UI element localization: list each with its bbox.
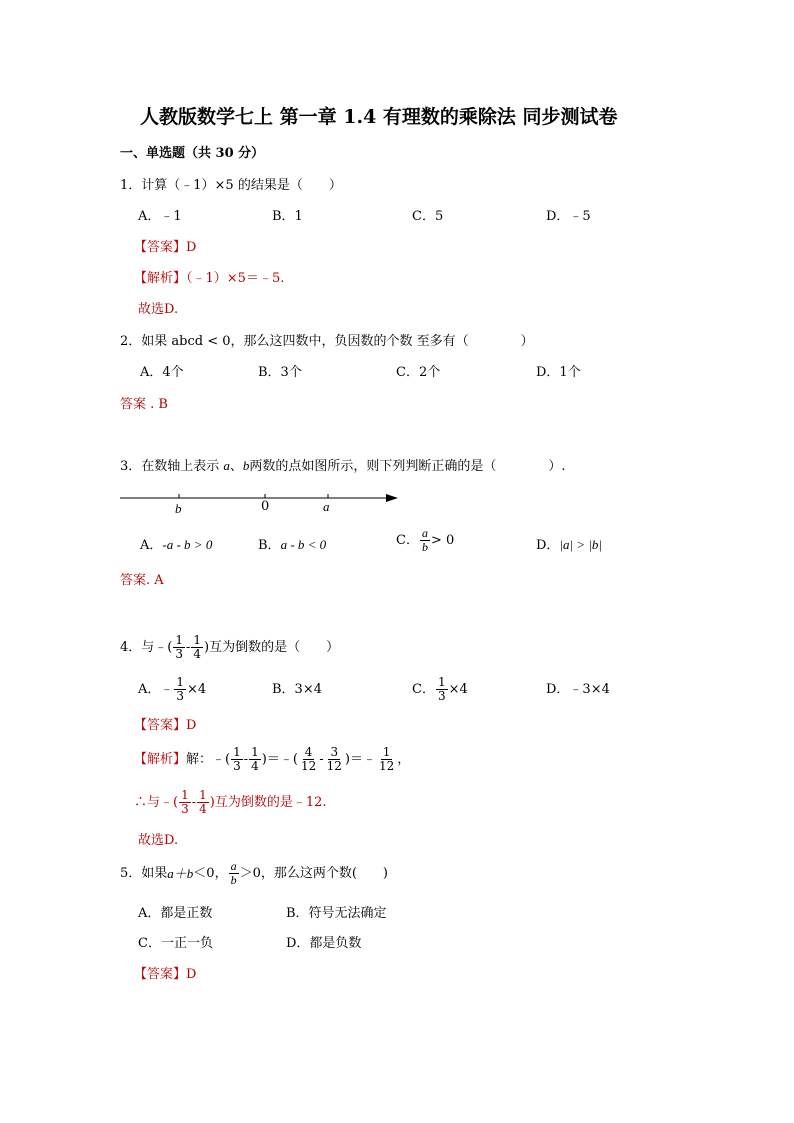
q5-option-b: B．符号无法确定 bbox=[286, 906, 387, 921]
fraction bbox=[229, 860, 239, 887]
denominator: b bbox=[421, 540, 428, 554]
stem-part: ＞0，那么这两个数( ) bbox=[239, 865, 388, 881]
option-label: C． bbox=[412, 681, 435, 697]
q1-option-a: A．﹣1 bbox=[138, 209, 182, 224]
q1-conclusion: 故选D. bbox=[138, 302, 179, 317]
option-expr: |a| > |b| bbox=[559, 537, 603, 552]
denominator: 4 bbox=[251, 759, 259, 773]
fraction bbox=[420, 527, 430, 554]
fraction bbox=[174, 676, 186, 703]
numerator: 1 bbox=[176, 675, 185, 689]
stem-sep: 、 bbox=[229, 459, 243, 474]
q1-option-c: C．5 bbox=[412, 209, 444, 224]
numerator: 1 bbox=[181, 788, 189, 802]
analysis-tag: 【解析】 bbox=[134, 751, 187, 767]
numerator: 4 bbox=[304, 745, 313, 759]
q2-option-b: B．3个 bbox=[258, 365, 302, 380]
fraction bbox=[179, 789, 191, 816]
question-3-stem bbox=[120, 457, 566, 476]
q1-option-b: B．1 bbox=[272, 209, 303, 224]
therefore-text: ∴与﹣( bbox=[134, 794, 179, 810]
denominator: 12 bbox=[378, 759, 395, 773]
q4-conclusion: 故选D. bbox=[138, 833, 179, 848]
answer-tag: 【答案】 bbox=[134, 240, 187, 255]
stem-part: 3．在数轴上表示 bbox=[120, 459, 224, 474]
q4-analysis: 【解析】 解：﹣( $\frac{1}{3}$ - $\frac{1}{4}$ )＝﹣( $\frac{4}{12}$ - $\frac{3}{12}$ )＝﹣ $\frac{1}{12}$ ， bbox=[134, 745, 411, 773]
stem-part: 5．如果 bbox=[120, 865, 168, 881]
numerator: 1 bbox=[382, 745, 391, 759]
section-heading: 一、单选题（共 30 分） bbox=[120, 146, 265, 161]
q4-option-b: B．3×4 bbox=[272, 682, 322, 697]
q2-option-c: C．2个 bbox=[396, 365, 441, 380]
q3-option-d bbox=[536, 536, 602, 555]
denominator: 12 bbox=[326, 759, 342, 773]
analysis-text: )＝﹣ bbox=[344, 751, 376, 767]
denominator: 4 bbox=[193, 647, 202, 661]
fraction bbox=[325, 746, 344, 773]
option-expr: a - b < 0 bbox=[280, 537, 327, 552]
var-a: a bbox=[223, 458, 230, 473]
question-4-stem: 4．与﹣( $\frac{1}{3}$ - $\frac{1}{4}$ )互为倒数的是（ ） bbox=[120, 633, 340, 661]
answer-value: D bbox=[186, 240, 197, 255]
numerator: 1 bbox=[193, 633, 202, 647]
q5-answer bbox=[134, 966, 196, 984]
question-1-stem: 1．计算（﹣1）×5 的结果是（ ） bbox=[120, 178, 342, 193]
axis-label-zero: 0 bbox=[261, 499, 270, 514]
q3-answer: 答案. A bbox=[120, 573, 164, 588]
fraction bbox=[377, 746, 396, 773]
arrow-icon bbox=[386, 494, 398, 502]
option-label: A．﹣ bbox=[138, 681, 174, 697]
numerator: 1 bbox=[199, 788, 207, 802]
q1-analysis bbox=[134, 270, 284, 288]
q4-answer bbox=[134, 717, 196, 735]
stem-part: )互为倒数的是（ ） bbox=[204, 639, 340, 655]
q4-option-c bbox=[412, 676, 468, 703]
option-label: A． bbox=[140, 538, 163, 553]
var-b: b bbox=[242, 458, 250, 473]
option-label: D． bbox=[536, 538, 560, 553]
q2-option-d: D．1个 bbox=[536, 365, 581, 380]
q2-answer: 答案 . B bbox=[120, 397, 168, 412]
fraction bbox=[173, 634, 185, 661]
option-label: B． bbox=[258, 538, 281, 553]
denominator: 3 bbox=[233, 759, 241, 773]
fraction bbox=[299, 746, 318, 773]
question-2-stem: 2．如果 abcd < 0，那么这四数中，负因数的个数 至多有（ ） bbox=[120, 334, 534, 349]
option-label: C． bbox=[396, 532, 419, 548]
numerator: a bbox=[230, 859, 237, 873]
q1-answer bbox=[134, 239, 196, 257]
option-expr: ×4 bbox=[448, 681, 468, 697]
numerator: 1 bbox=[233, 745, 241, 759]
option-expr: -a - b > 0 bbox=[162, 537, 213, 552]
numerator: 1 bbox=[175, 633, 183, 647]
answer-value: D bbox=[186, 967, 197, 982]
denominator: b bbox=[230, 873, 237, 887]
axis-label-b: b bbox=[175, 501, 182, 516]
stem-part: ＜0， bbox=[193, 865, 228, 881]
denominator: 4 bbox=[199, 802, 207, 816]
analysis-text: （﹣1）×5＝﹣5. bbox=[186, 271, 285, 286]
option-expr: ×4 bbox=[187, 681, 207, 697]
answer-value: D bbox=[186, 718, 197, 733]
denominator: 3 bbox=[437, 689, 446, 703]
denominator: 12 bbox=[300, 759, 317, 773]
answer-tag: 【答案】 bbox=[134, 967, 187, 982]
stem-part: 4．与﹣( bbox=[120, 639, 173, 655]
q4-option-d: D．﹣3×4 bbox=[546, 682, 610, 697]
denominator: 3 bbox=[176, 689, 185, 703]
q4-therefore: ∴与﹣( $\frac{1}{3}$ - $\frac{1}{4}$ )互为倒数的是﹣12. bbox=[134, 788, 327, 816]
q3-option-a bbox=[140, 536, 212, 555]
q2-option-a: A．4个 bbox=[140, 365, 184, 380]
numerator: 1 bbox=[251, 745, 259, 759]
axis-label-a: a bbox=[323, 499, 330, 514]
q1-option-d: D．﹣5 bbox=[546, 209, 591, 224]
fraction bbox=[436, 676, 448, 703]
q3-option-c bbox=[396, 527, 454, 554]
analysis-text: ， bbox=[397, 751, 411, 767]
therefore-text: )互为倒数的是﹣12. bbox=[209, 794, 327, 810]
answer-tag: 【答案】 bbox=[134, 718, 187, 733]
q5-option-a: A．都是正数 bbox=[138, 906, 213, 921]
option-expr: > 0 bbox=[430, 532, 455, 548]
denominator: 3 bbox=[175, 647, 183, 661]
fraction bbox=[197, 789, 209, 816]
stem-expr: a＋b bbox=[167, 865, 194, 881]
numerator: a bbox=[421, 526, 428, 540]
q5-option-c: C．一正一负 bbox=[138, 936, 213, 951]
fraction bbox=[249, 746, 261, 773]
numerator: 1 bbox=[437, 675, 446, 689]
stem-part: 两数的点如图所示，则下列判断正确的是（ ）. bbox=[249, 459, 566, 474]
analysis-text: )＝﹣( bbox=[261, 751, 298, 767]
analysis-text: 解：﹣( bbox=[186, 751, 231, 767]
q5-option-d: D．都是负数 bbox=[286, 936, 362, 951]
question-5-stem bbox=[120, 860, 388, 887]
q4-option-a bbox=[138, 676, 206, 703]
page-title: 人教版数学七上 第一章 1.4 有理数的乘除法 同步测试卷 bbox=[140, 106, 618, 128]
denominator: 3 bbox=[181, 802, 189, 816]
q3-option-b bbox=[258, 536, 326, 555]
fraction bbox=[191, 634, 203, 661]
numerator: 3 bbox=[330, 745, 339, 759]
fraction bbox=[231, 746, 243, 773]
analysis-tag: 【解析】 bbox=[134, 271, 187, 286]
